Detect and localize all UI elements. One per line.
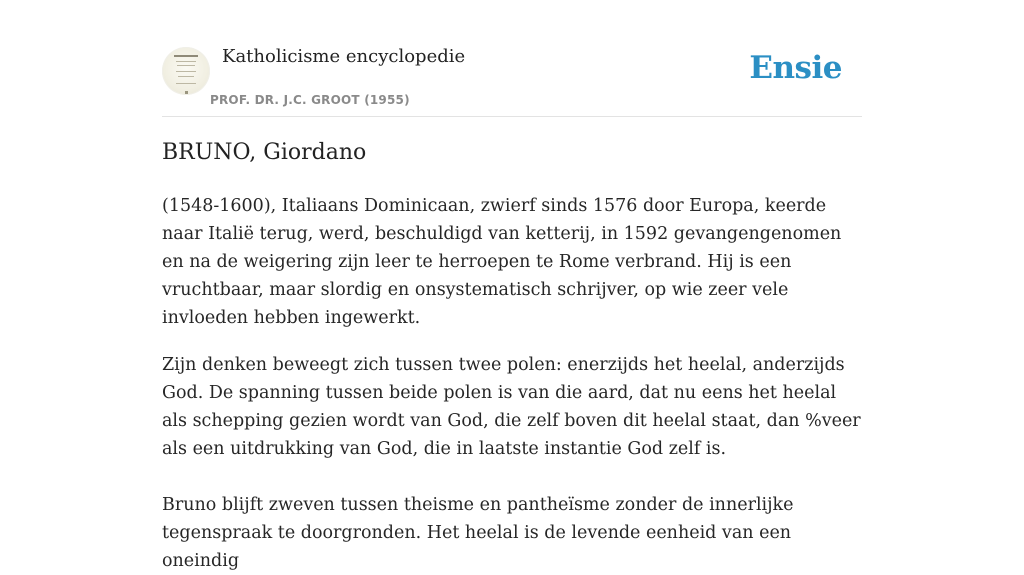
article-paragraph: Bruno blijft zweven tussen theisme en pantheïsme zonder de innerlijke tegenspraak te doorgronden. Het heelal is de levende eenheid van een oneindig — [162, 495, 794, 571]
cover-text-line — [176, 83, 196, 84]
ensie-logo-link[interactable]: Ensie — [749, 50, 842, 86]
cover-text-line — [178, 76, 194, 77]
cover-text-line — [176, 61, 196, 62]
encyclopedia-title[interactable]: Katholicisme encyclopedie — [222, 46, 466, 67]
book-cover-icon[interactable] — [162, 47, 210, 95]
cover-text-line — [177, 65, 195, 66]
cover-title-line — [174, 55, 198, 57]
encyclopedia-header — [162, 40, 862, 117]
article-body — [162, 192, 862, 575]
article-paragraph: Zijn denken beweegt zich tussen twee polen: enerzijds het heelal, anderzijds God. De spanning tussen beide polen is van die aard, dat nu eens het heelal als schepping gezien wordt van God, die zelf boven dit heelal staat, dan %veer als een uitdrukking van God, die in laatste instantie God zelf is. — [162, 355, 861, 459]
article-title: BRUNO, Giordano — [162, 140, 367, 165]
cover-text-line — [176, 71, 196, 72]
article-paragraph: (1548-1600), Italiaans Dominicaan, zwierf sinds 1576 door Europa, keerde naar Italië terug, werd, beschuldigd van ketterij, in 1592 gevangengenomen en na de weigering zijn leer te herroepen te Rome verbrand. Hij is een vruchtbaar, maar slordig en onsystematisch schrijver, op wie zeer vele invloeden hebben ingewerkt. — [162, 196, 842, 328]
cover-mark — [185, 91, 188, 94]
encyclopedia-author: PROF. DR. J.C. GROOT (1955) — [210, 93, 410, 107]
